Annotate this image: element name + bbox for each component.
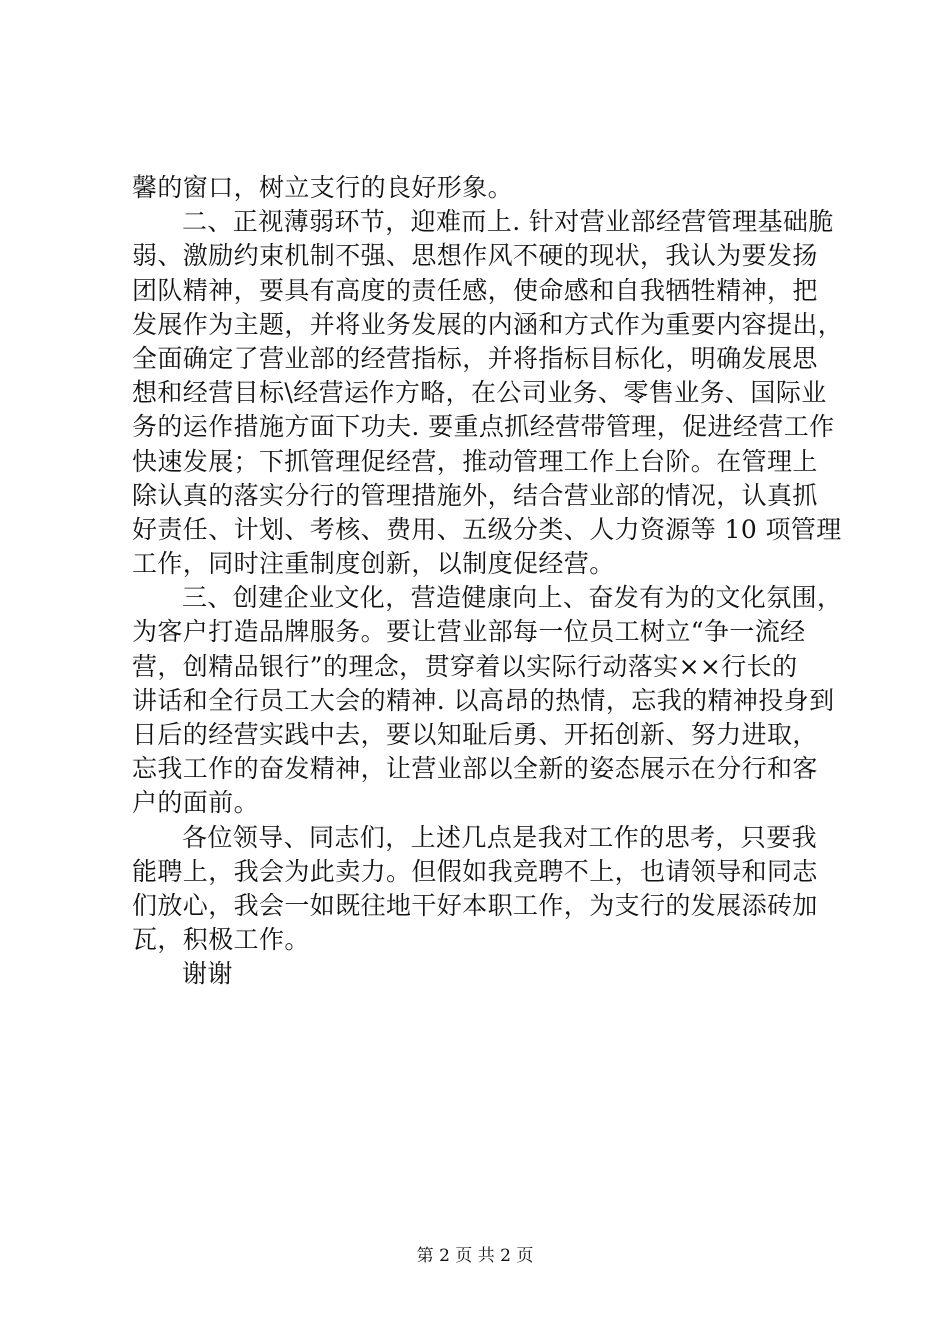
text-line: 全面确定了营业部的经营指标，并将指标目标化，明确发展思 — [132, 343, 818, 373]
text-line: 快速发展；下抓管理促经营，推动管理工作上台阶。在管理上 — [132, 446, 818, 476]
text-line: 发展作为主题，并将业务发展的内涵和方式作为重要内容提出， — [132, 309, 844, 339]
text-line: 为客户打造品牌服务。要让营业部每一位员工树立“争一流经 — [132, 617, 806, 647]
text-line: 工作，同时注重制度创新，以制度促经营。 — [132, 549, 615, 579]
text-line: 弱、激励约束机制不强、思想作风不硬的现状，我认为要发扬 — [132, 241, 818, 271]
page-number-footer: 第 2 页 共 2 页 — [416, 1246, 534, 1266]
text-line: 务的运作措施方面下功夫. 要重点抓经营带管理，促进经营工作 — [132, 412, 835, 442]
text-line: 们放心，我会一如既往地干好本职工作，为支行的发展添砖加 — [132, 890, 818, 920]
text-line: 讲话和全行员工大会的精神. 以高昂的热情，忘我的精神投身到 — [132, 685, 835, 715]
text-line: 能聘上，我会为此卖力。但假如我竞聘不上，也请领导和同志 — [132, 856, 818, 886]
document-body — [132, 171, 844, 992]
text-line: 团队精神，要具有高度的责任感，使命感和自我牺牲精神，把 — [132, 275, 818, 305]
text-line: 想和经营目标\经营运作方略，在公司业务、零售业务、国际业 — [132, 378, 827, 408]
text-line: 日后的经营实践中去，要以知耻后勇、开拓创新、努力进取， — [132, 720, 818, 749]
closing-line: 谢谢 — [182, 959, 233, 989]
text-line: 好责任、计划、考核、费用、五级分类、人力资源等 10 项管理 — [132, 514, 842, 544]
text-line: 瓦，积极工作。 — [132, 925, 310, 955]
text-line: 户的面前。 — [132, 788, 260, 818]
text-line: 馨的窗口，树立支行的良好形象。 — [132, 173, 514, 202]
text-line: 忘我工作的奋发精神，让营业部以全新的姿态展示在分行和客 — [132, 754, 818, 784]
paragraph-start-line: 二、正视薄弱环节，迎难而上. 针对营业部经营管理基础脆 — [182, 207, 834, 237]
text-line: 营，创精品银行”的理念，贯穿着以实际行动落实××行长的 — [132, 651, 798, 681]
text-line: 除认真的落实分行的管理措施外，结合营业部的情况，认真抓 — [132, 480, 818, 510]
paragraph-start-line: 三、创建企业文化，营造健康向上、奋发有为的文化氛围， — [182, 583, 843, 613]
paragraph-start-line: 各位领导、同志们，上述几点是我对工作的思考，只要我 — [182, 822, 818, 852]
